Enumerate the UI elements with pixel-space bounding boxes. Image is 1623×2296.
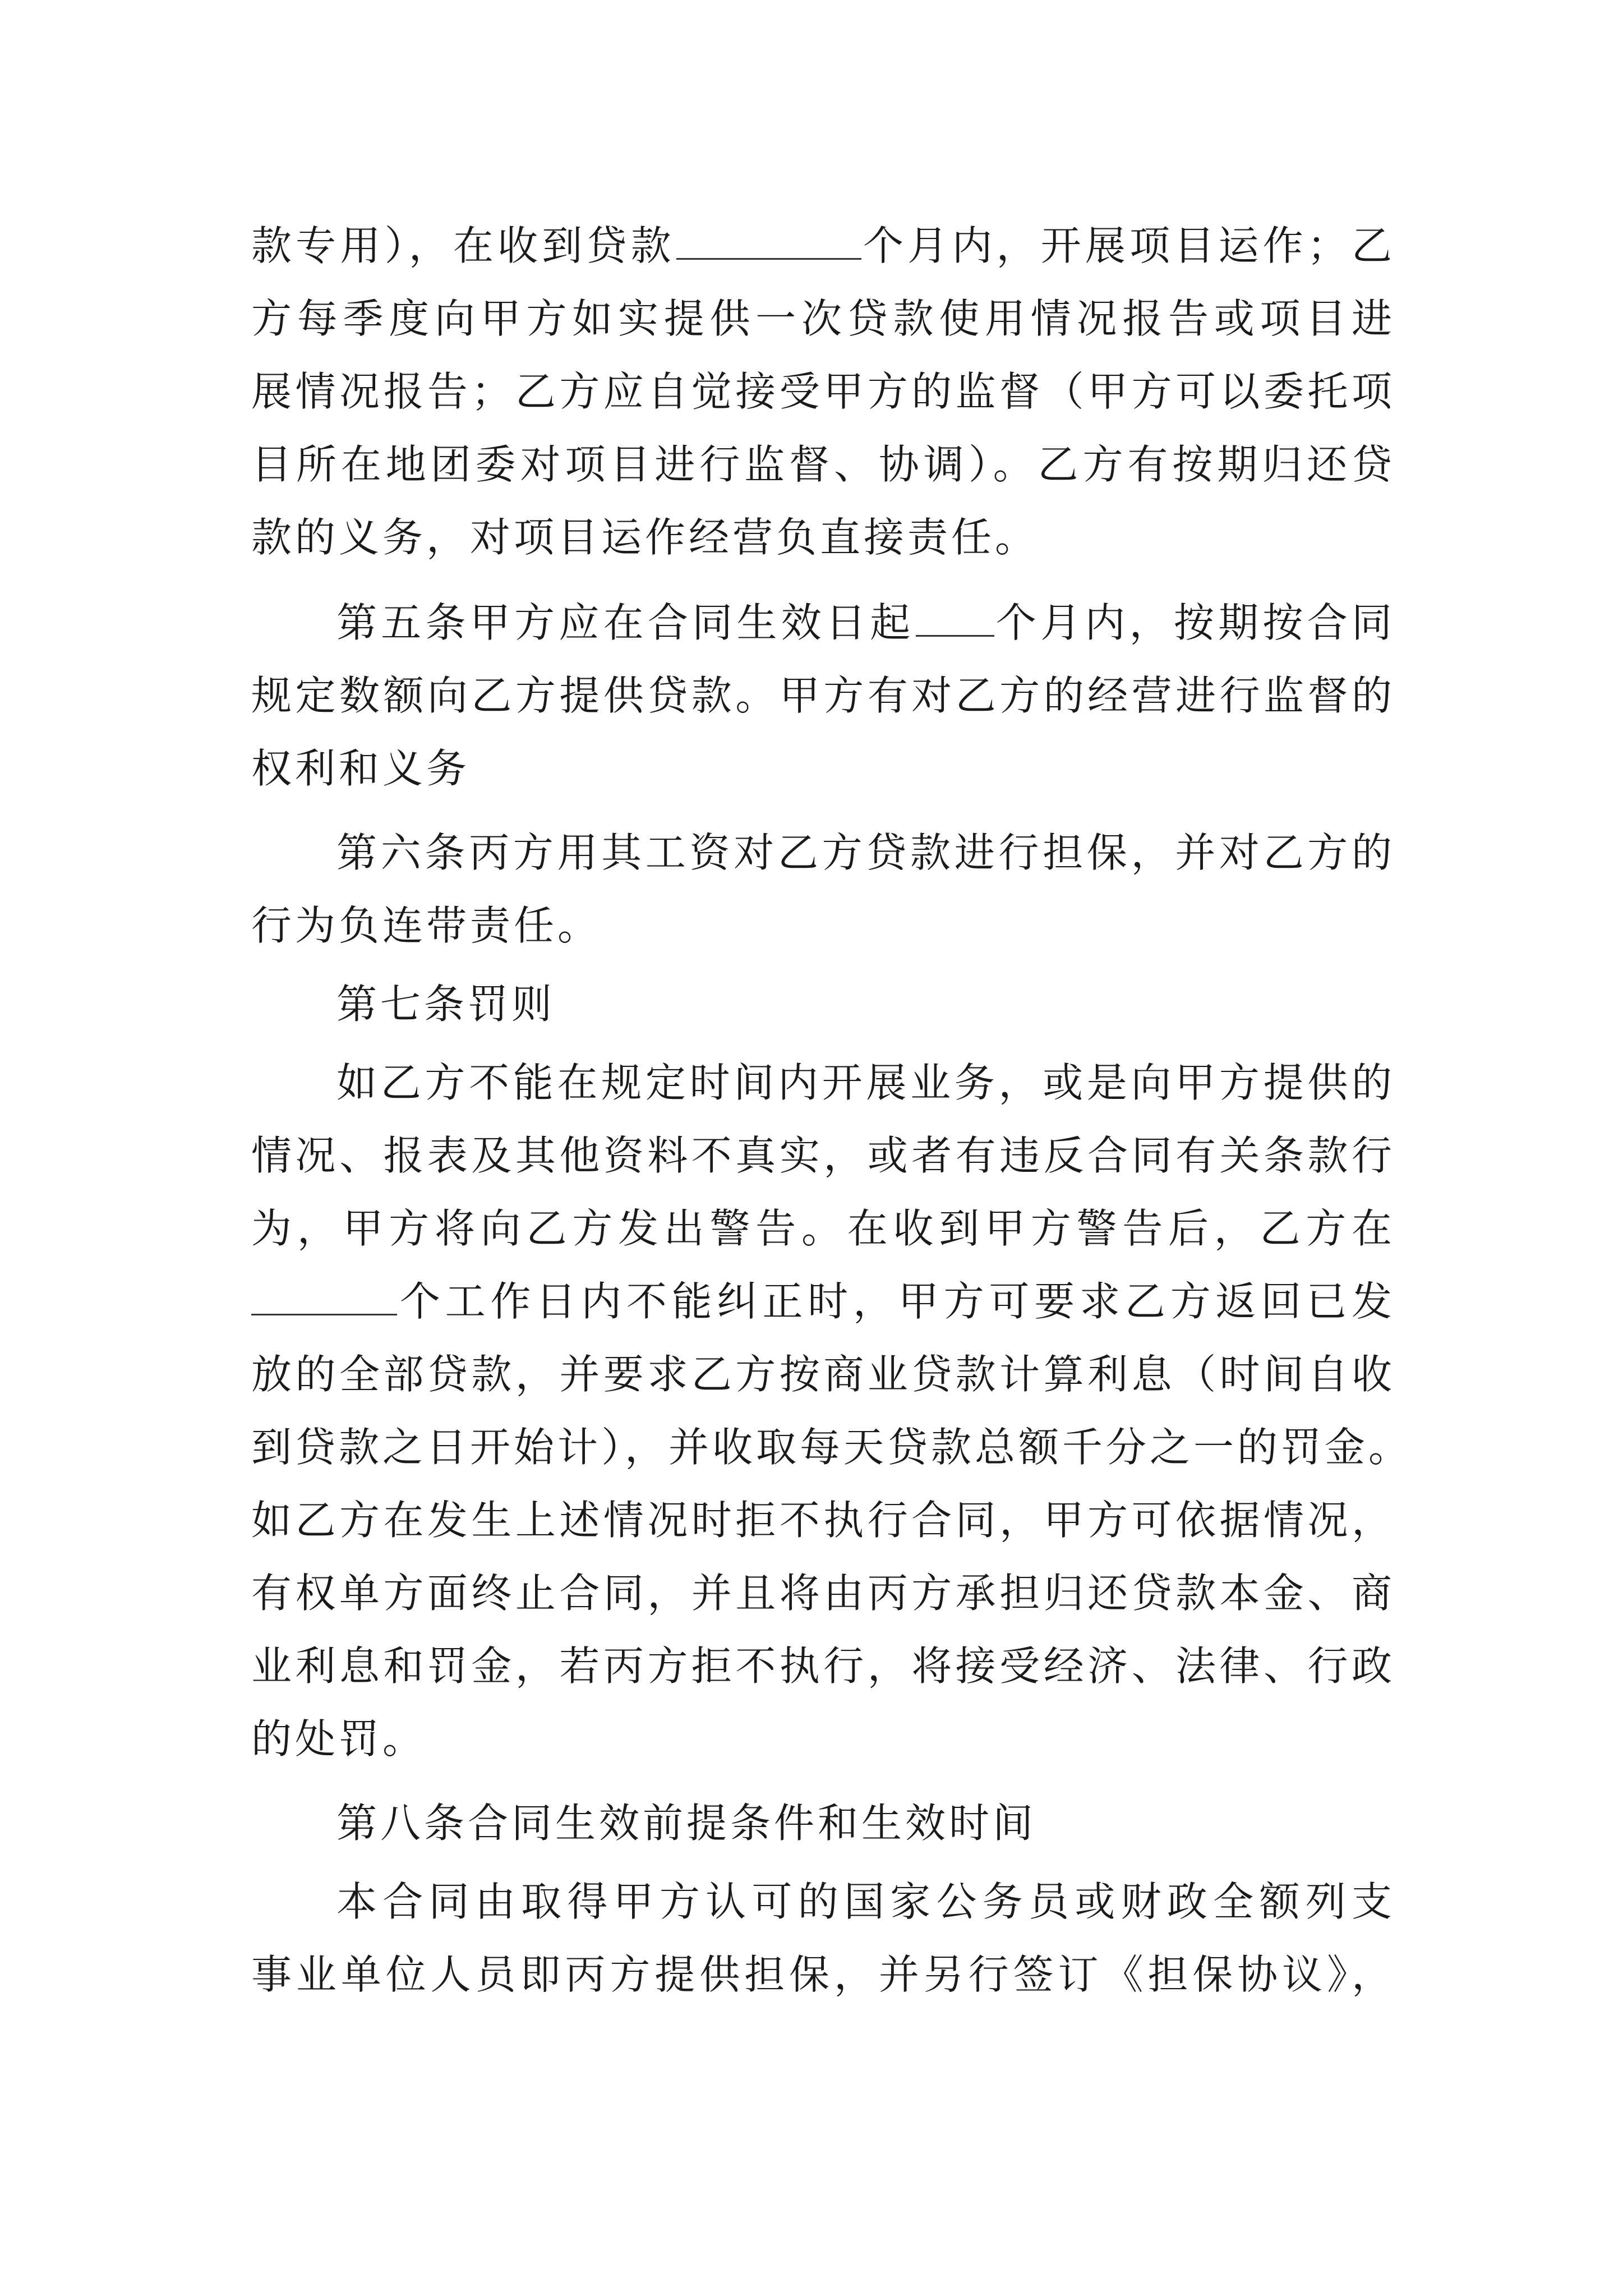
fill-in-blank	[676, 223, 861, 260]
article-6-line	[336, 825, 1395, 881]
text-segment: 如乙方不能在规定时间内开展业务，或是向甲方提供的	[336, 1059, 1395, 1106]
text-line	[251, 1200, 1395, 1257]
text-segment: 方每季度向甲方如实提供一次贷款使用情况报告或项目进	[251, 295, 1395, 342]
text-segment: 展情况报告；乙方应自觉接受甲方的监督（甲方可以委托项	[251, 368, 1395, 415]
text-line	[251, 291, 1395, 347]
text-segment: 个工作日内不能纠正时，甲方可要求乙方返回已发	[398, 1278, 1395, 1325]
fill-in-blank	[916, 600, 994, 637]
text-segment: 目所在地团委对项目进行监督、协调）。乙方有按期归还贷	[251, 441, 1395, 488]
text-segment: 本合同由取得甲方认可的国家公务员或财政全额列支	[336, 1878, 1395, 1925]
article-5-line	[336, 595, 1395, 651]
text-line	[251, 1273, 1395, 1329]
article-7-heading	[336, 976, 1481, 1032]
text-line	[251, 1638, 1395, 1694]
text-segment: 第八条合同生效前提条件和生效时间	[336, 1800, 1037, 1847]
text-segment: 个月内，按期按合同	[995, 599, 1395, 646]
text-line	[251, 1711, 1395, 1767]
text-segment: 放的全部贷款，并要求乙方按商业贷款计算利息（时间自收	[251, 1351, 1395, 1398]
text-line	[251, 1565, 1395, 1621]
text-segment: 第五条甲方应在合同生效日起	[336, 599, 915, 646]
article-8-heading	[336, 1795, 1481, 1851]
text-segment: 到贷款之日开始计），并收取每天贷款总额千分之一的罚金。	[251, 1424, 1413, 1471]
text-line	[251, 1128, 1395, 1184]
text-line	[251, 1346, 1395, 1402]
text-segment: 为，甲方将向乙方发出警告。在收到甲方警告后，乙方在	[251, 1205, 1395, 1252]
text-segment: 情况、报表及其他资料不真实，或者有违反合同有关条款行	[251, 1132, 1395, 1179]
text-segment: 业利息和罚金，若丙方拒不执行，将接受经济、法律、行政	[251, 1642, 1395, 1690]
text-segment: 权利和义务	[251, 745, 471, 792]
text-line	[251, 1947, 1395, 2003]
text-line	[251, 668, 1395, 724]
text-segment: 款专用），在收到贷款	[251, 222, 675, 269]
text-line	[251, 218, 1395, 274]
text-line	[251, 740, 1395, 797]
text-segment: 事业单位人员即丙方提供担保，并另行签订《担保协议》，	[251, 1951, 1395, 1998]
text-segment: 第六条丙方用其工资对乙方贷款进行担保，并对乙方的	[336, 829, 1395, 876]
text-line	[251, 509, 1395, 565]
text-segment: 款的义务，对项目运作经营负直接责任。	[251, 514, 1039, 561]
text-line	[336, 1055, 1395, 1111]
text-segment: 如乙方在发生上述情况时拒不执行合同，甲方可依据情况，	[251, 1497, 1395, 1544]
text-segment: 个月内，开展项目运作；乙	[862, 222, 1395, 269]
text-line	[251, 1419, 1413, 1475]
text-line	[251, 436, 1395, 493]
text-segment: 第七条罚则	[336, 981, 556, 1028]
fill-in-blank	[251, 1279, 397, 1315]
text-segment: 的处罚。	[251, 1715, 427, 1763]
text-line	[251, 898, 1395, 954]
text-segment: 有权单方面终止合同，并且将由丙方承担归还贷款本金、商	[251, 1570, 1395, 1617]
text-line	[336, 1874, 1395, 1930]
text-segment: 行为负连带责任。	[251, 902, 602, 949]
text-line	[251, 364, 1395, 420]
text-segment: 规定数额向乙方提供贷款。甲方有对乙方的经营进行监督的	[251, 672, 1395, 719]
text-line	[251, 1492, 1395, 1548]
